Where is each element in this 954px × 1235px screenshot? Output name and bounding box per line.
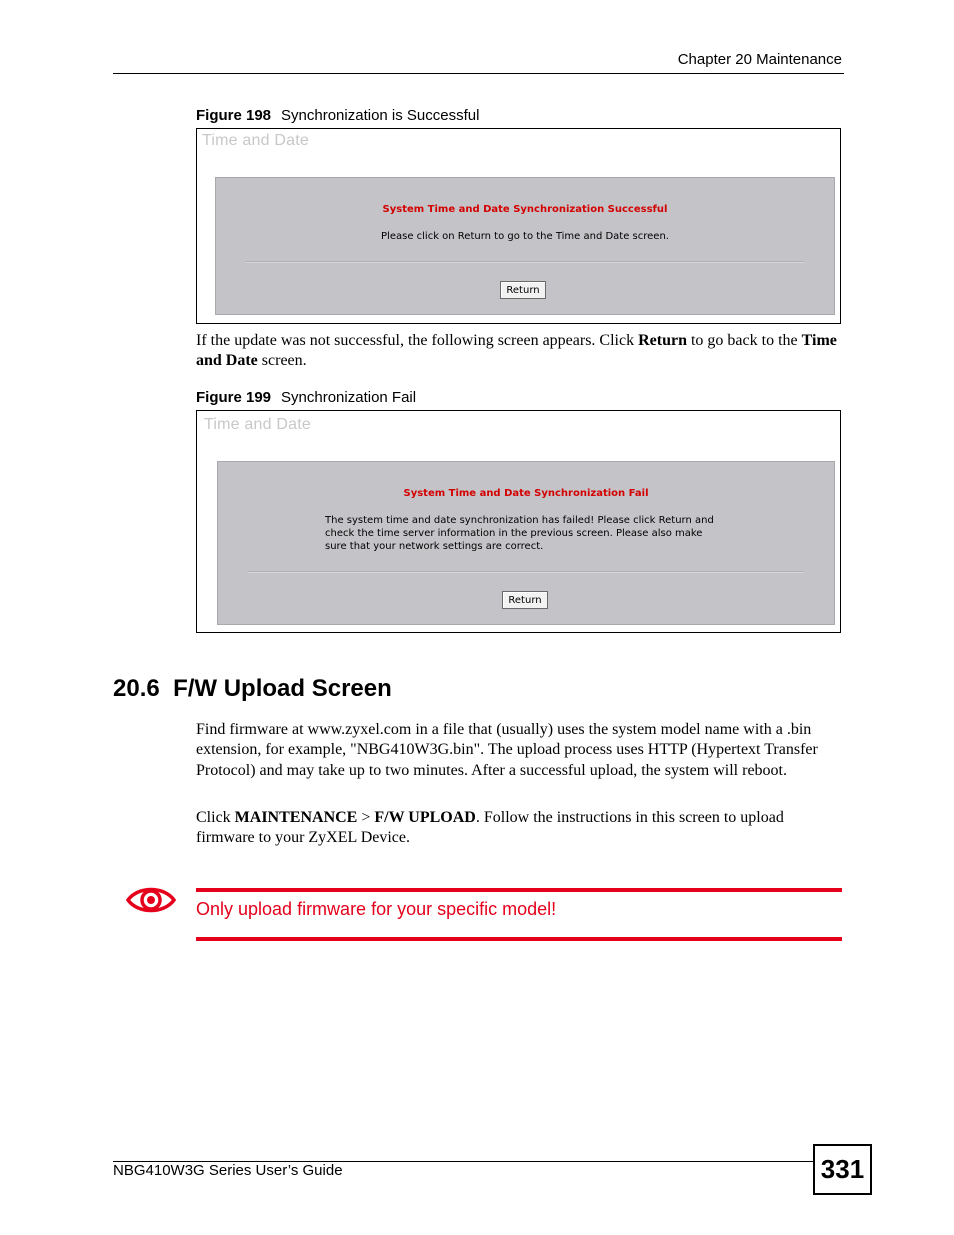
figure-199-title: Synchronization Fail xyxy=(281,389,417,406)
figure-198-title: Synchronization is Successful xyxy=(281,107,480,124)
figure-199-label: Figure 199 xyxy=(196,389,272,406)
screen-title: Time and Date xyxy=(204,416,311,433)
panel-divider xyxy=(248,571,804,573)
paragraph-find-firmware: Find firmware at www.zyxel.com in a file that (usually) uses the system model name with a .bin extension, for example, "NBG410W3G.bin". The upload process uses HTTP (Hypertext Transfer Protocol) and may take up to two minutes. After a successful upload, the system will reboot. xyxy=(196,721,818,779)
sync-fail-message: The system time and date synchronization has failed! Please click Return and check the time server information in the previous screen. Please also make sure that your network settings are correct. xyxy=(325,515,714,552)
paragraph-click-instructions: Click MAINTENANCE > F/W UPLOAD. Follow the instructions in this screen to upload firmware to your ZyXEL Device. xyxy=(196,809,784,847)
chapter-header: Chapter 20 Maintenance xyxy=(677,51,842,68)
sync-success-message: Please click on Return to go to the Time and Date screen. xyxy=(381,231,669,242)
section-number: 20.6 xyxy=(113,675,160,702)
bold-return: Return xyxy=(638,332,687,349)
paragraph-update-failed: If the update was not successful, the following screen appears. Click Return to go back to the Time and Date screen. xyxy=(196,332,837,370)
return-button[interactable]: Return xyxy=(500,281,546,299)
sync-fail-panel xyxy=(217,461,835,625)
figure-198-screenshot xyxy=(196,128,841,324)
bold-maintenance: MAINTENANCE xyxy=(234,809,358,826)
sync-success-status: System Time and Date Synchronization Successful xyxy=(382,204,668,215)
header-rule xyxy=(113,73,844,74)
figure-199-screenshot xyxy=(196,410,841,633)
section-heading xyxy=(113,675,392,703)
bold-time-and-date: Time and Date xyxy=(196,332,837,370)
warning-bottom-rule xyxy=(196,937,842,941)
sync-success-panel xyxy=(215,177,835,315)
screen-title: Time and Date xyxy=(202,132,309,149)
footer-guide-title: NBG410W3G Series User’s Guide xyxy=(113,1162,343,1179)
warning-top-rule xyxy=(196,888,842,892)
section-title: F/W Upload Screen xyxy=(173,675,392,702)
figure-198-label: Figure 198 xyxy=(196,107,272,124)
return-button[interactable]: Return xyxy=(502,591,548,609)
warning-text: Only upload firmware for your specific model! xyxy=(196,899,557,919)
figure-199-caption xyxy=(196,389,416,406)
bold-fw-upload: F/W UPLOAD xyxy=(374,809,476,826)
eye-warning-icon xyxy=(126,882,176,923)
page-number: 331 xyxy=(813,1144,872,1195)
panel-divider xyxy=(246,261,804,263)
figure-198-caption xyxy=(196,107,479,124)
sync-fail-status: System Time and Date Synchronization Fail xyxy=(403,488,649,499)
